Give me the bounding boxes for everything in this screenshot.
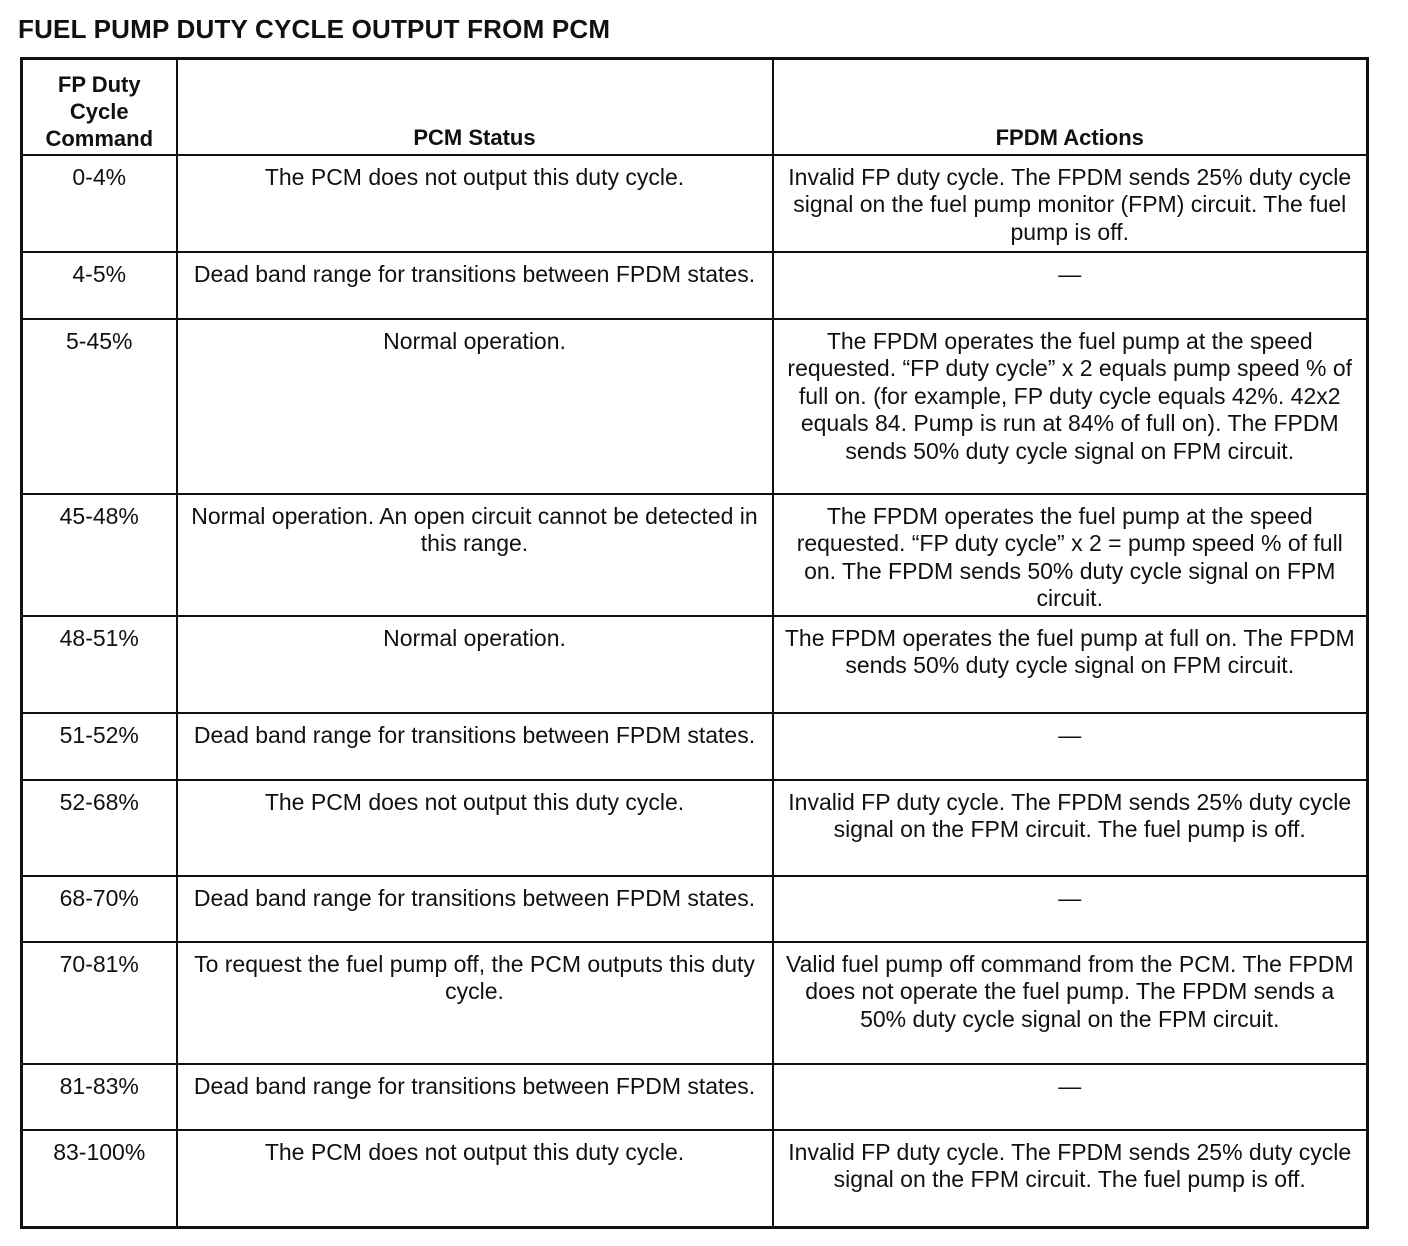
table-header-row bbox=[22, 59, 1368, 155]
fpdm-actions-cell: Invalid FP duty cycle. The FPDM sends 25% duty cycle signal on the FPM circuit. The fuel pump is off. bbox=[773, 1130, 1368, 1228]
fpdm-actions-cell: Invalid FP duty cycle. The FPDM sends 25% duty cycle signal on the fuel pump monitor (FPM) circuit. The fuel pump is off. bbox=[773, 155, 1368, 252]
duty-cycle-command-cell: 51-52% bbox=[22, 713, 177, 780]
pcm-status-cell: The PCM does not output this duty cycle. bbox=[177, 155, 773, 252]
header-pcm-status: PCM Status bbox=[177, 59, 773, 155]
table-row bbox=[22, 780, 1368, 876]
fpdm-actions-cell: — bbox=[773, 1064, 1368, 1130]
duty-cycle-command-cell: 52-68% bbox=[22, 780, 177, 876]
fpdm-actions-cell: Invalid FP duty cycle. The FPDM sends 25% duty cycle signal on the FPM circuit. The fuel pump is off. bbox=[773, 780, 1368, 876]
fpdm-actions-cell: The FPDM operates the fuel pump at full on. The FPDM sends 50% duty cycle signal on FPM circuit. bbox=[773, 616, 1368, 713]
pcm-status-cell: The PCM does not output this duty cycle. bbox=[177, 780, 773, 876]
header-fpdm-actions: FPDM Actions bbox=[773, 59, 1368, 155]
pcm-status-cell: Normal operation. bbox=[177, 616, 773, 713]
table-row bbox=[22, 616, 1368, 713]
table-row bbox=[22, 494, 1368, 616]
fpdm-actions-cell: — bbox=[773, 252, 1368, 319]
duty-cycle-command-cell: 4-5% bbox=[22, 252, 177, 319]
pcm-status-cell: Normal operation. bbox=[177, 319, 773, 494]
table-row bbox=[22, 876, 1368, 942]
page-title: FUEL PUMP DUTY CYCLE OUTPUT FROM PCM bbox=[18, 14, 611, 44]
fpdm-actions-cell: The FPDM operates the fuel pump at the speed requested. “FP duty cycle” x 2 = pump speed % of full on. The FPDM sends 50% duty cycle signal on FPM circuit. bbox=[773, 494, 1368, 616]
duty-cycle-command-cell: 48-51% bbox=[22, 616, 177, 713]
duty-cycle-command-cell: 83-100% bbox=[22, 1130, 177, 1228]
duty-cycle-command-cell: 70-81% bbox=[22, 942, 177, 1064]
duty-cycle-command-cell: 81-83% bbox=[22, 1064, 177, 1130]
table-row bbox=[22, 252, 1368, 319]
table-row bbox=[22, 1064, 1368, 1130]
pcm-status-cell: Dead band range for transitions between FPDM states. bbox=[177, 1064, 773, 1130]
fpdm-actions-cell: The FPDM operates the fuel pump at the speed requested. “FP duty cycle” x 2 equals pump speed % of full on. (for example, FP duty cycle equals 42%. 42x2 equals 84. Pump is run at 84% of full on). The FPDM sends 50% duty cycle signal on FPM circuit. bbox=[773, 319, 1368, 494]
pcm-status-cell: The PCM does not output this duty cycle. bbox=[177, 1130, 773, 1228]
duty-cycle-command-cell: 5-45% bbox=[22, 319, 177, 494]
pcm-status-cell: To request the fuel pump off, the PCM outputs this duty cycle. bbox=[177, 942, 773, 1064]
header-fp-duty-cycle-command: FP Duty Cycle Command bbox=[22, 59, 177, 155]
fpdm-actions-cell: — bbox=[773, 713, 1368, 780]
pcm-status-cell: Dead band range for transitions between FPDM states. bbox=[177, 252, 773, 319]
table-row bbox=[22, 319, 1368, 494]
duty-cycle-command-cell: 45-48% bbox=[22, 494, 177, 616]
table-row bbox=[22, 713, 1368, 780]
table-row bbox=[22, 1130, 1368, 1228]
pcm-status-cell: Normal operation. An open circuit cannot be detected in this range. bbox=[177, 494, 773, 616]
fpdm-actions-cell: — bbox=[773, 876, 1368, 942]
table-row bbox=[22, 942, 1368, 1064]
pcm-status-cell: Dead band range for transitions between FPDM states. bbox=[177, 713, 773, 780]
table-row bbox=[22, 155, 1368, 252]
pcm-status-cell: Dead band range for transitions between FPDM states. bbox=[177, 876, 773, 942]
duty-cycle-command-cell: 0-4% bbox=[22, 155, 177, 252]
duty-cycle-table bbox=[20, 57, 1369, 1229]
duty-cycle-command-cell: 68-70% bbox=[22, 876, 177, 942]
fpdm-actions-cell: Valid fuel pump off command from the PCM. The FPDM does not operate the fuel pump. The FPDM sends a 50% duty cycle signal on the FPM circuit. bbox=[773, 942, 1368, 1064]
